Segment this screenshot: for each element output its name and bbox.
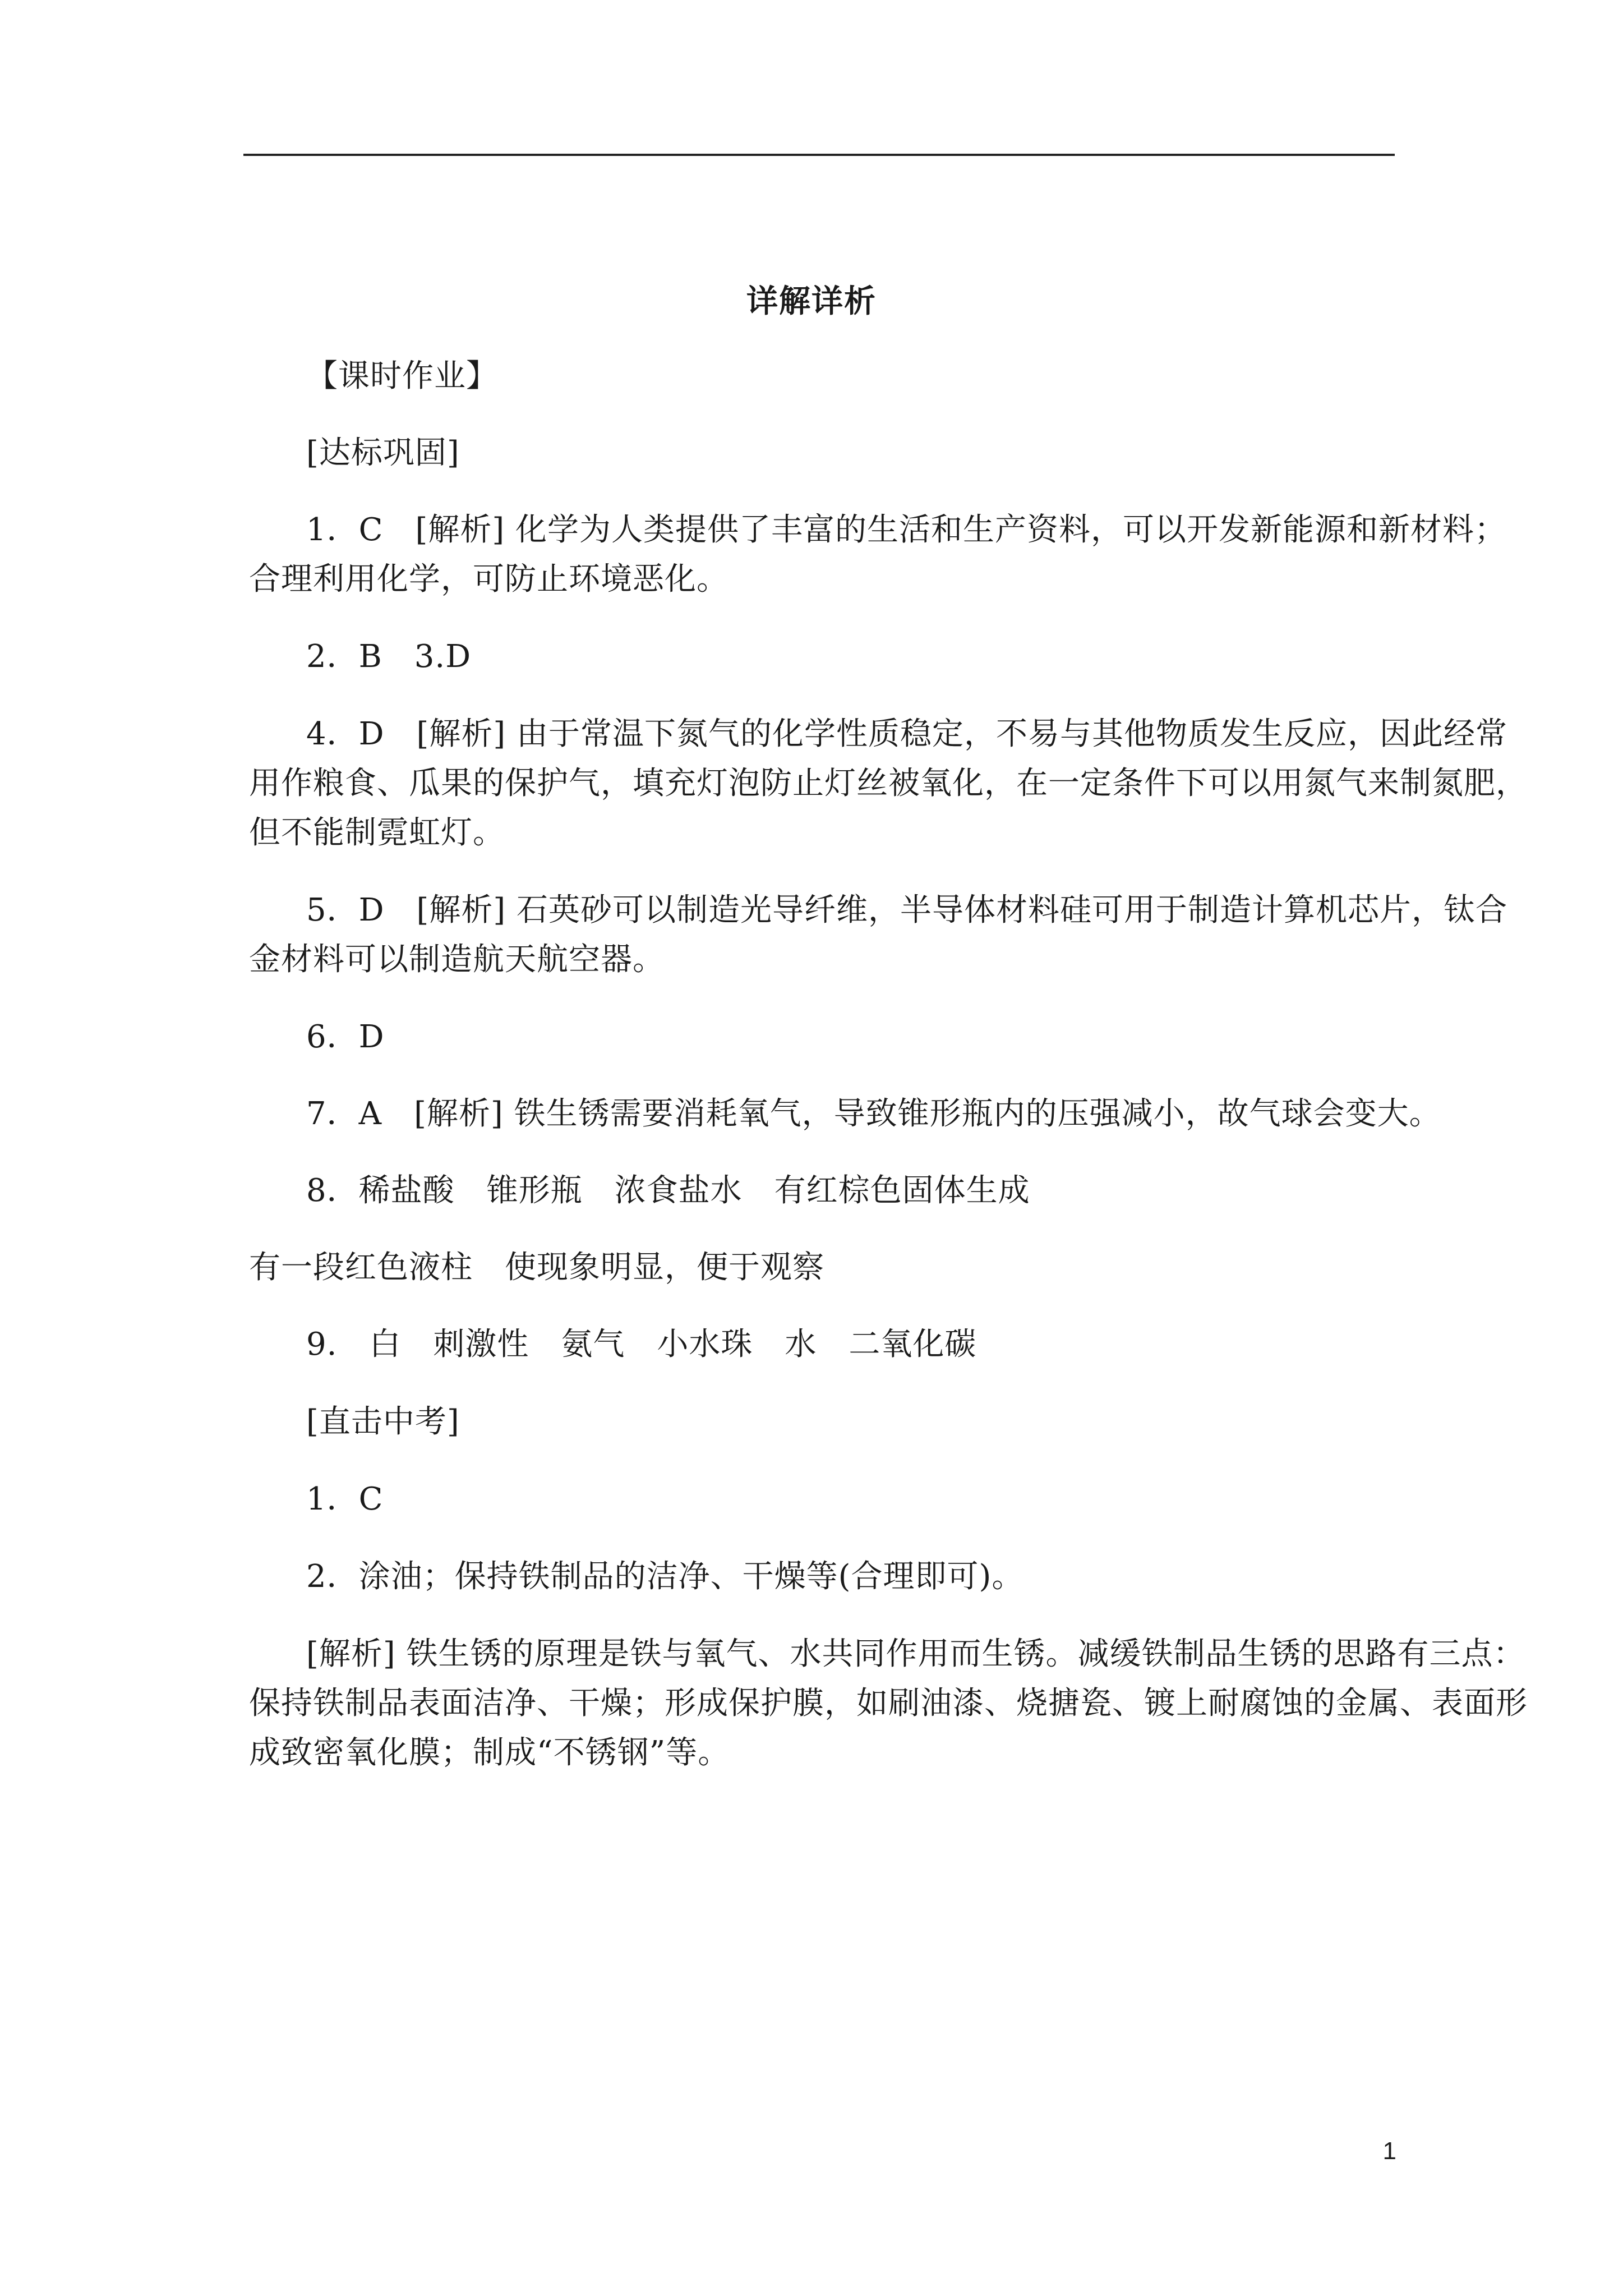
exam-analysis-line-2: 保持铁制品表面洁净、干燥；形成保护膜，如刷油漆、烧搪瓷、镀上耐腐蚀的金属、表面形 bbox=[249, 1685, 1528, 1722]
answer-8-line-2: 有一段红色液柱 使现象明显，便于观察 bbox=[249, 1249, 824, 1286]
subsection-heading-consolidation: [达标巩固] bbox=[306, 435, 460, 471]
answer-1-line-2: 合理利用化学，可防止环境恶化。 bbox=[249, 561, 728, 597]
answer-1-line-1: 1．C [解析] 化学为人类提供了丰富的生活和生产资料，可以开发新能源和新材料； bbox=[306, 512, 1506, 548]
answer-9: 9. 白 刺激性 氨气 小水珠 水 二氧化碳 bbox=[306, 1326, 977, 1363]
exam-analysis-line-3: 成致密氧化膜；制成“不锈钢”等。 bbox=[249, 1734, 730, 1771]
answer-6: 6．D bbox=[306, 1019, 385, 1055]
answer-4-line-2: 用作粮食、瓜果的保护气，填充灯泡防止灯丝被氧化，在一定条件下可以用氮气来制氮肥， bbox=[249, 765, 1528, 802]
exam-analysis-line-1: [解析] 铁生锈的原理是铁与氧气、水共同作用而生锈。减缓铁制品生锈的思路有三点： bbox=[306, 1636, 1525, 1672]
exam-answer-1: 1．C bbox=[306, 1481, 384, 1517]
answer-4-line-1: 4．D [解析] 由于常温下氮气的化学性质稳定，不易与其他物质发生反应，因此经常 bbox=[306, 716, 1508, 752]
answer-4-line-3: 但不能制霓虹灯。 bbox=[249, 815, 505, 851]
exam-answer-2: 2．涂油；保持铁制品的洁净、干燥等(合理即可)。 bbox=[306, 1558, 1024, 1595]
answer-5-line-2: 金材料可以制造航天航空器。 bbox=[249, 941, 665, 978]
page-number: 1 bbox=[1382, 2137, 1396, 2165]
answer-5-line-1: 5．D [解析] 石英砂可以制造光导纤维，半导体材料硅可用于制造计算机芯片，钛合 bbox=[306, 892, 1508, 928]
answer-2-3: 2．B 3.D bbox=[306, 638, 472, 675]
subsection-heading-exam: [直击中考] bbox=[306, 1404, 460, 1440]
answer-7: 7．A [解析] 铁生锈需要消耗氧气，导致锥形瓶内的压强减小，故气球会变大。 bbox=[306, 1096, 1441, 1132]
answer-8-line-1: 8．稀盐酸 锥形瓶 浓食盐水 有红棕色固体生成 bbox=[306, 1172, 1030, 1209]
header-rule bbox=[243, 154, 1395, 156]
page-title: 详解详析 bbox=[746, 283, 877, 320]
section-heading: 【课时作业】 bbox=[306, 358, 498, 394]
